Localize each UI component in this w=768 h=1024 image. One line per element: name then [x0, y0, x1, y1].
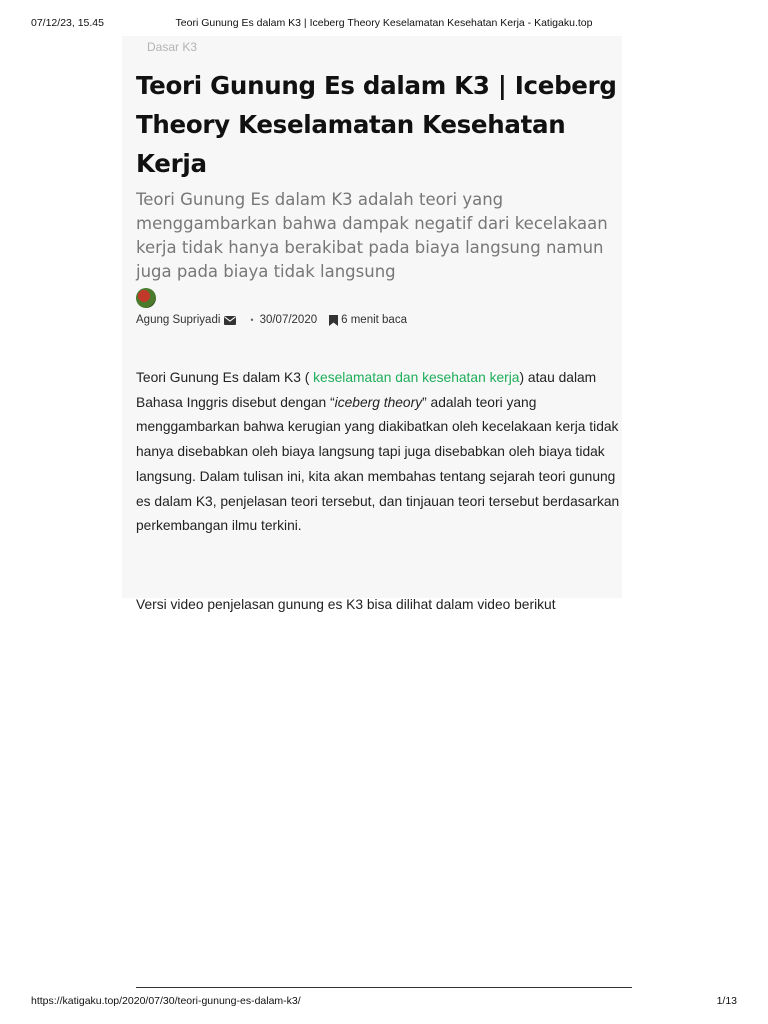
- article-meta: [136, 313, 407, 327]
- read-time: 6 menit baca: [341, 314, 407, 326]
- print-header: [0, 17, 768, 31]
- publish-date: 30/07/2020: [259, 314, 318, 326]
- intro-paragraph: [136, 366, 631, 539]
- video-intro-text: Versi video penjelasan gunung es K3 bisa dilihat dalam video berikut: [136, 597, 556, 612]
- article-subtitle: Teori Gunung Es dalam K3 adalah teori yang menggambarkan bahwa dampak negatif dari kecelakaan kerja tidak hanya berakibat pada biaya langsung namun juga pada biaya tidak langsung: [136, 190, 608, 281]
- footer-divider: [136, 987, 632, 988]
- page-url: https://katigaku.top/2020/07/30/teori-gunung-es-dalam-k3/: [31, 995, 301, 1007]
- envelope-icon[interactable]: [224, 316, 236, 325]
- article-title: Teori Gunung Es dalam K3 | Iceberg Theory Keselamatan Kesehatan Kerja: [136, 71, 617, 178]
- k3-link[interactable]: keselamatan dan kesehatan kerja: [313, 370, 520, 385]
- category-label[interactable]: Dasar K3: [147, 40, 198, 54]
- intro-text-1: Teori Gunung Es dalam K3 (: [136, 370, 314, 385]
- intro-text-2: ) atau dalam Bahasa Inggris disebut dengan “: [136, 370, 597, 410]
- author-name[interactable]: Agung Supriyadi: [136, 314, 221, 326]
- meta-separator-icon: •: [250, 315, 254, 325]
- page-number: 1/13: [716, 995, 737, 1007]
- intro-text-3: ” adalah teori yang menggambarkan bahwa kerugian yang diakibatkan oleh kecelakaan kerja tidak hanya disebabkan oleh biaya langsung tapi juga disebabkan oleh biaya tidak langsung. Dalam tulisan ini, kita akan membahas tentang sejarah teori gunung es dalam K3, penjelasan teori tersebut, dan tinjauan teori tersebut berdasarkan perkembangan ilmu terkini.: [136, 394, 620, 534]
- bookmark-icon: [329, 315, 338, 326]
- print-datetime: 07/12/23, 15.45: [31, 17, 104, 29]
- print-page-title: Teori Gunung Es dalam K3 | Iceberg Theory Keselamatan Kesehatan Kerja - Katigaku.top: [175, 17, 593, 29]
- iceberg-theory-term: iceberg theory: [334, 394, 423, 410]
- author-avatar[interactable]: [136, 288, 156, 308]
- print-footer: [0, 995, 768, 1009]
